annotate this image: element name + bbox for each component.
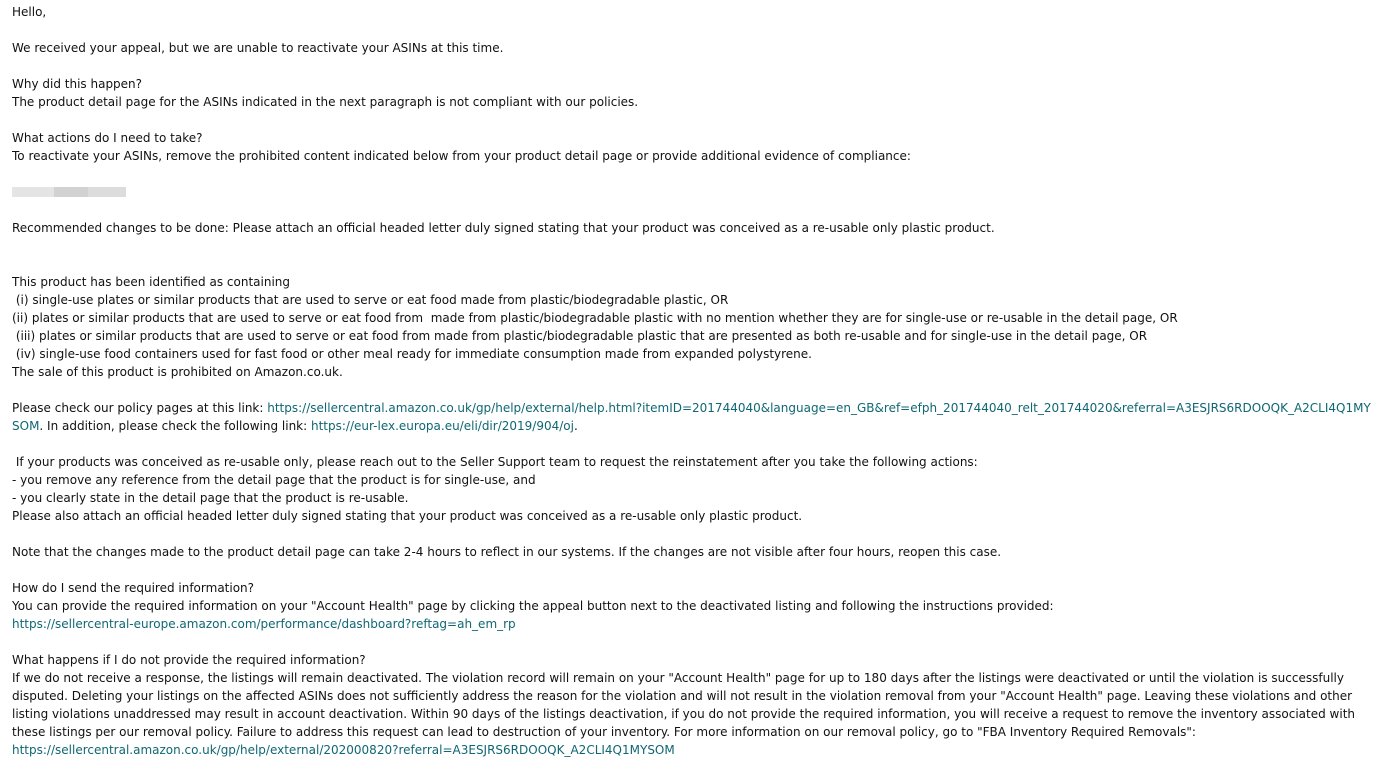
policy-prefix: Please check our policy pages at this link: xyxy=(12,401,268,415)
identified-item: (iv) single-use food containers used for fast food or other meal ready for immediate consumption made from expanded polystyrene. xyxy=(12,347,812,361)
fba-removals-link[interactable]: https://sellercentral.amazon.co.uk/gp/help/external/202000820?referral=A3ESJRS6RDOOQK_A2CLI4Q1MYSOM xyxy=(12,743,675,757)
send-link-line xyxy=(12,615,1371,633)
spacer xyxy=(12,21,1371,39)
send-text: You can provide the required information on your "Account Health" page by clicking the appeal button next to the deactivated listing and following the instructions provided: xyxy=(12,599,1054,613)
redaction-block xyxy=(88,187,126,197)
prohibited-text: The sale of this product is prohibited on Amazon.co.uk. xyxy=(12,365,343,379)
removal-link-line xyxy=(12,741,1371,759)
happens-text: If we do not receive a response, the listings will remain deactivated. The violation record will remain on your "Account Health" page for up to 180 days after the listings were deactivated or until the violation is successfully disputed. Deleting your listings on the affected ASINs does not sufficiently address the reason for the violation and will not result in the violation removal from your "Account Health" page. Leaving these violations and other listing violations unaddressed may result in account deactivation. Within 90 days of the listings deactivation, if you do not provide the required information, you will receive a request to remove the inventory associated with these listings per our removal policy. Failure to address this request can lead to destruction of your inventory. For more information on our removal policy, go to "FBA Inventory Required Removals": xyxy=(12,671,1356,739)
reusable-step: - you clearly state in the detail page that the product is re-usable. xyxy=(12,491,409,505)
why-heading: Why did this happen? xyxy=(12,77,143,91)
note-text: Note that the changes made to the product detail page can take 2-4 hours to reflect in our systems. If the changes are not visible after four hours, reopen this case. xyxy=(12,545,1002,559)
policy-suffix: . xyxy=(573,419,578,433)
eur-lex-link[interactable]: https://eur-lex.europa.eu/eli/dir/2019/904/oj xyxy=(310,419,574,433)
redacted-asin-list xyxy=(12,183,1371,201)
reusable-attach: Please also attach an official headed letter duly signed stating that your product was conceived as a re-usable only plastic product. xyxy=(12,509,803,523)
reusable-lead: If your products was conceived as re-usable only, please reach out to the Seller Support team to request the reinstatement after you take the following actions: xyxy=(12,455,978,469)
identified-item: (i) single-use plates or similar products that are used to serve or eat food made from plastic/biodegradable plastic, OR xyxy=(12,293,729,307)
spacer xyxy=(12,57,1371,75)
spacer xyxy=(12,111,1371,129)
greeting: Hello, xyxy=(12,5,47,19)
account-health-dashboard-link[interactable]: https://sellercentral-europe.amazon.com/performance/dashboard?reftag=ah_em_rp xyxy=(12,617,516,631)
policy-middle: . In addition, please check the following link: xyxy=(39,419,311,433)
policy-help-link[interactable]: https://sellercentral.amazon.co.uk/gp/help/external/help.html?itemID=201744040&language=en_GB&ref=efph_201744040_relt_201744020&referral=A3ESJRS6RDOOQK_A2CLI4Q1MYSOM xyxy=(12,401,1371,433)
identified-item: (ii) plates or similar products that are used to serve or eat food from made from plastic/biodegradable plastic with no mention whether they are for single-use or re-usable in the detail page, OR xyxy=(12,311,1178,325)
spacer xyxy=(12,633,1371,651)
redaction-block xyxy=(12,187,54,197)
spacer xyxy=(12,165,1371,183)
spacer xyxy=(12,201,1371,219)
actions-heading: What actions do I need to take? xyxy=(12,131,203,145)
spacer xyxy=(12,237,1371,255)
policy-paragraph xyxy=(12,399,1371,435)
happens-heading: What happens if I do not provide the required information? xyxy=(12,653,366,667)
send-heading: How do I send the required information? xyxy=(12,581,255,595)
intro-text: We received your appeal, but we are unable to reactivate your ASINs at this time. xyxy=(12,41,504,55)
identified-item: (iii) plates or similar products that are used to serve or eat food from made from plastic/biodegradable plastic that are presented as both re-usable and for single-use in the detail page, OR xyxy=(12,329,1148,343)
actions-text: To reactivate your ASINs, remove the prohibited content indicated below from your product detail page or provide additional evidence of compliance: xyxy=(12,149,911,163)
recommended-changes-text: Recommended changes to be done: Please attach an official headed letter duly signed stating that your product was conceived as a re-usable only plastic product. xyxy=(12,221,995,235)
spacer xyxy=(12,255,1371,273)
redaction-block xyxy=(54,187,88,197)
spacer xyxy=(12,381,1371,399)
spacer xyxy=(12,435,1371,453)
identified-lead: This product has been identified as containing xyxy=(12,275,291,289)
reusable-step: - you remove any reference from the detail page that the product is for single-use, and xyxy=(12,473,536,487)
why-text: The product detail page for the ASINs indicated in the next paragraph is not compliant with our policies. xyxy=(12,95,639,109)
spacer xyxy=(12,561,1371,579)
spacer xyxy=(12,525,1371,543)
